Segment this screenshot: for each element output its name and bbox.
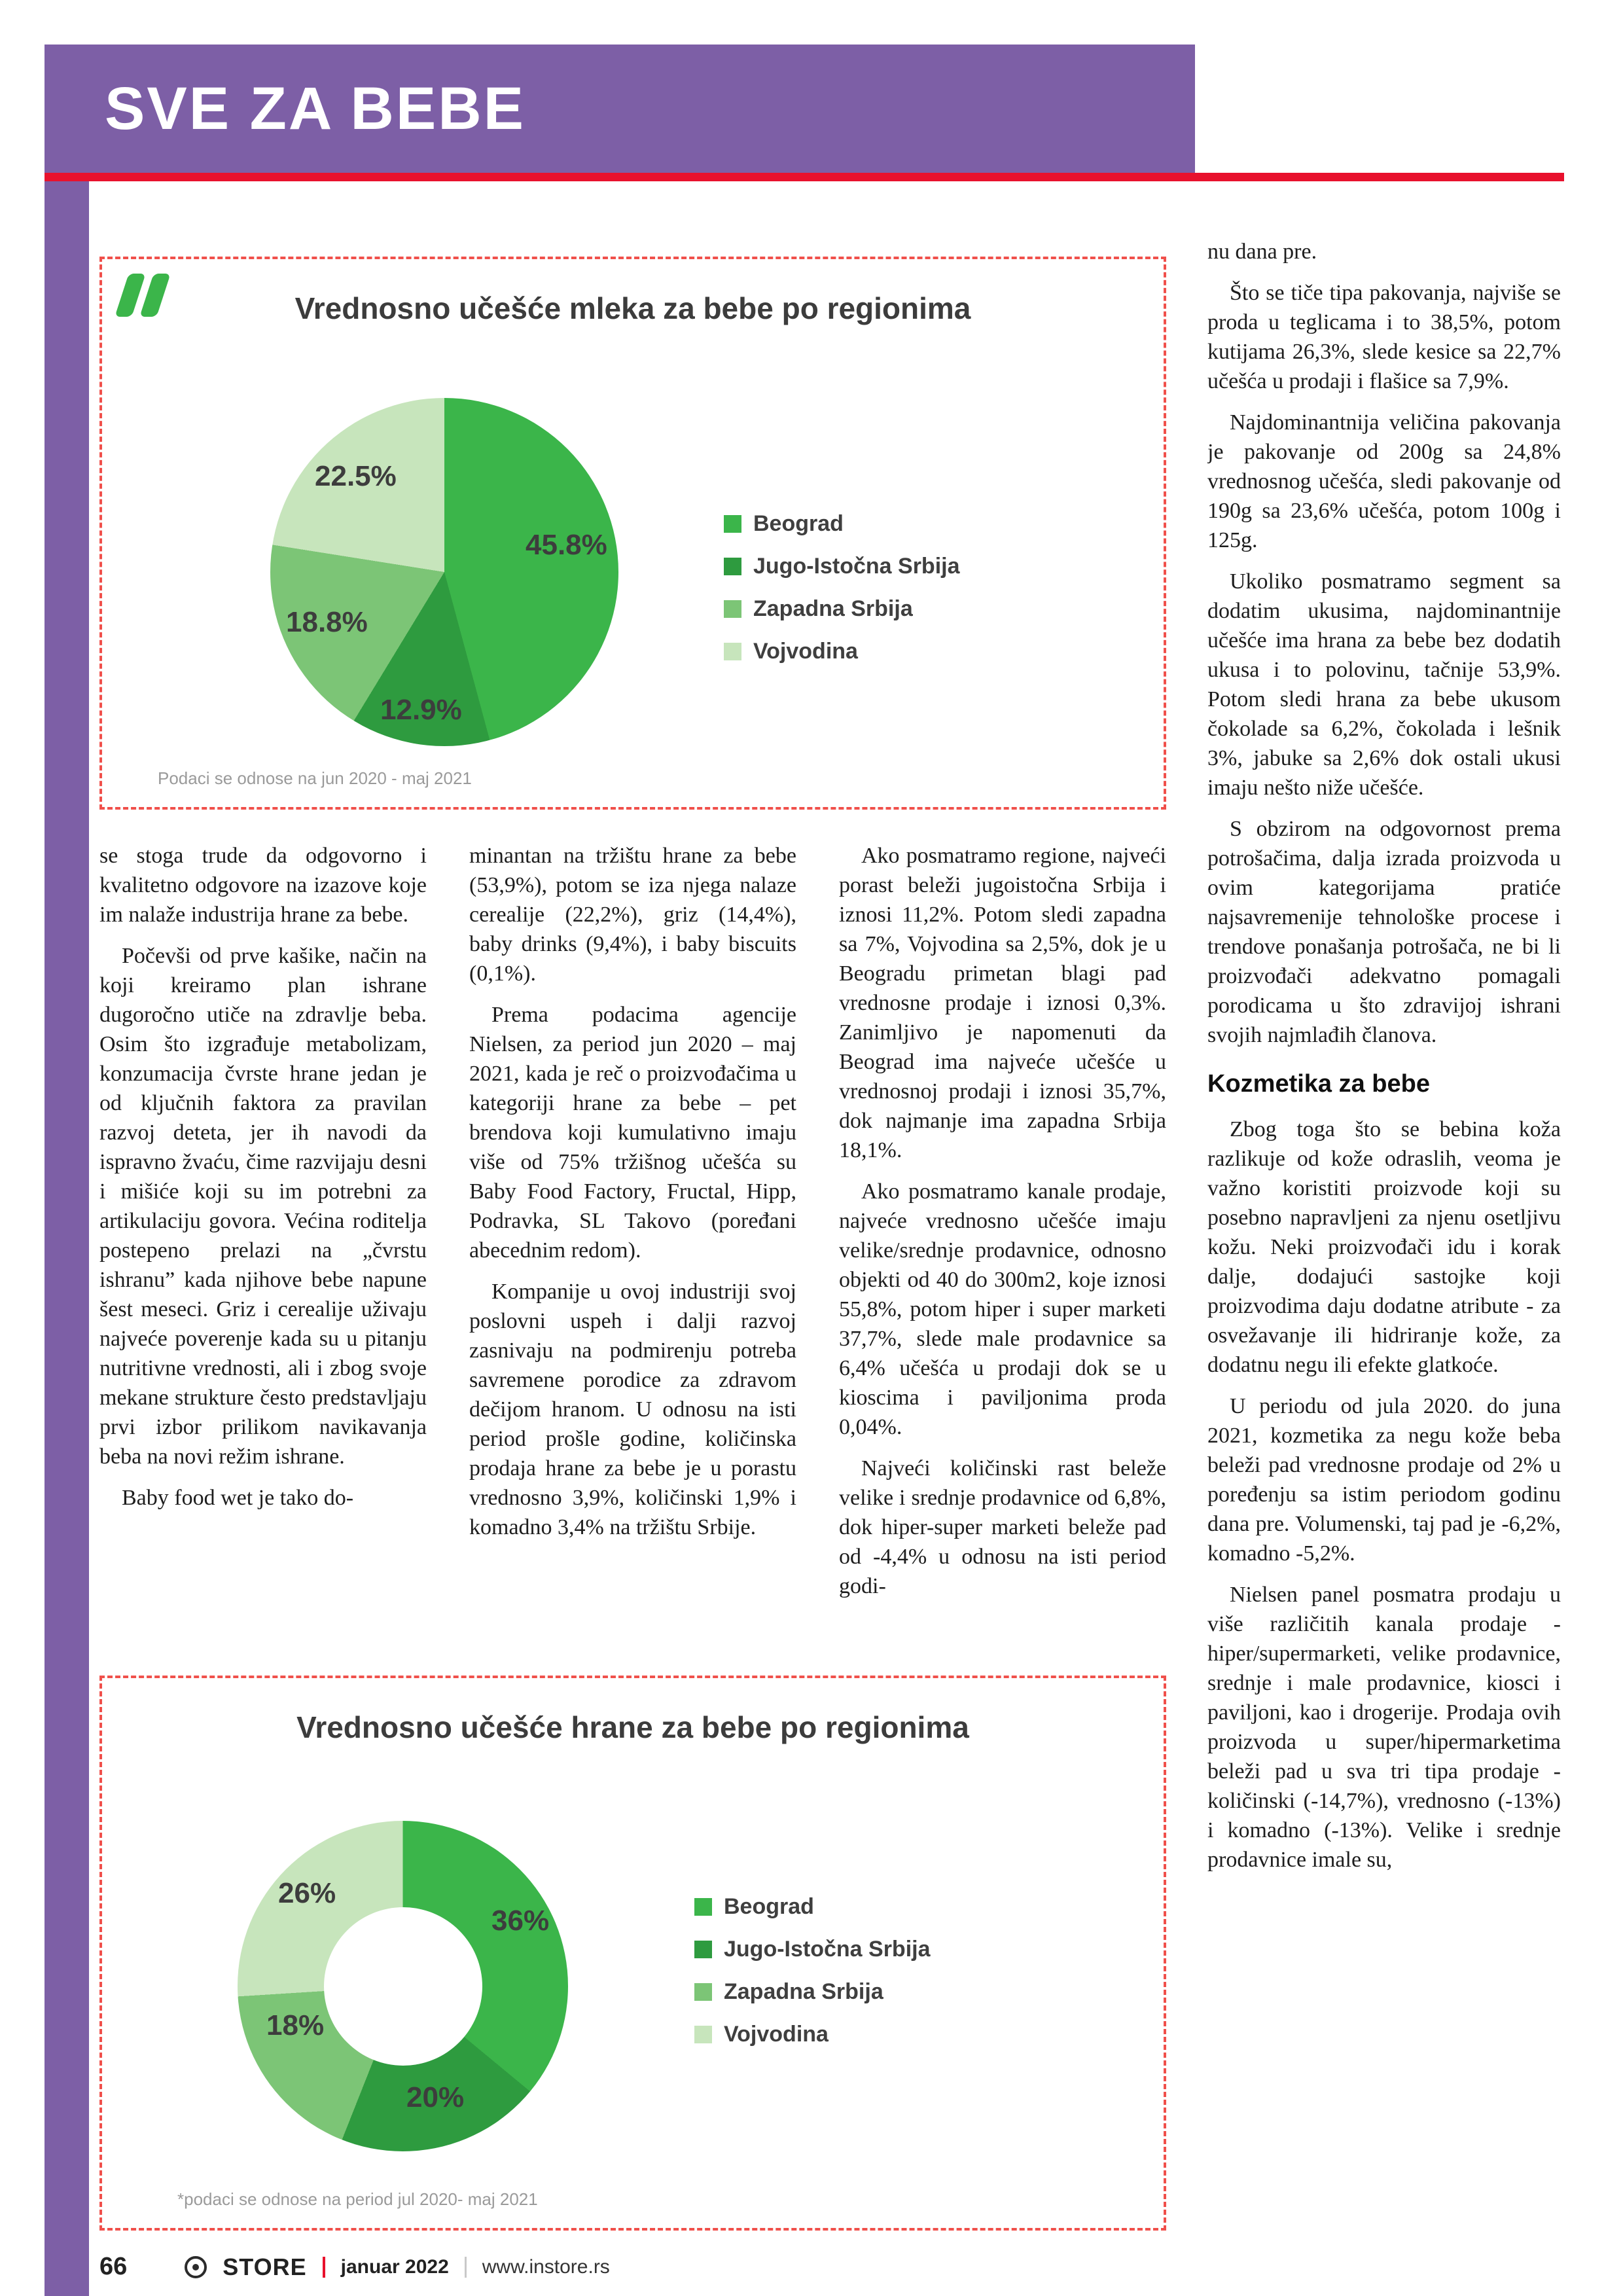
legend-swatch [724, 515, 741, 533]
slice-label-zapadna-srbija: 18.8% [286, 606, 368, 638]
legend-item-vojvodina [724, 639, 960, 664]
website-url: www.instore.rs [482, 2255, 610, 2278]
legend-label: Beograd [753, 511, 844, 536]
paragraph: Nielsen panel posmatra prodaju u više različitih kanala prodaje - hiper/supermarketi, velike prodavnice, srednje i male prodavnice, kiosci i paviljoni, kao i drogerije. Prodaja ovih proizvoda u super/hipermarketima beleži pad u sva tri tipa prodaje - količinski (-14,7%), vrednosno (-13%) i komadno (-13%). Velike i srednje prodavnice imale su, [1207, 1583, 1561, 1872]
text-column-3 [839, 841, 1166, 1669]
legend-label: Vojvodina [753, 639, 858, 664]
chart-note: *podaci se odnose na period jul 2020- maj 2021 [177, 2189, 538, 2209]
legend-swatch [724, 558, 741, 575]
left-accent-bar [45, 45, 89, 2296]
slice-label-zapadna-srbija: 18% [266, 2009, 325, 2041]
paragraph: Ako posmatramo regione, najveći porast beleži jugoistočna Srbija i iznosi 11,2%. Potom sledi zapadna sa 7%, Vojvodina sa 2,5%, dok je u Beogradu primetan blagi pad vrednosne prodaje i iznosi 0,3%. Zanimljivo je napomenuti da Beograd ima najveće učešće u vrednosnoj prodaji i iznosi 35,7%, dok najmanje ima zapadna Srbija 18,1%. [839, 844, 1166, 1162]
issue-date: januar 2022 [340, 2255, 449, 2278]
text-column-1 [99, 841, 427, 1669]
legend-item-jugoistocna-srbija [724, 554, 960, 579]
paragraph: Počevši od prve kašike, način na koji kreiramo plan ishrane dugoročno utiče na zdravlje beba. Osim što izgrađuje metabolizam, konzumacija čvrste hrane jedan je od ključnih faktora za pravilan razvoj deteta, jer ih navodi da ispravno žvaću, čime razvijaju desni i mišiće koji su im potrebni za artikulaciju govora. Većina roditelja postepeno prelazi na „čvrstu ishranu” kada njihove bebe napune šest meseci. Griz i cerealije uživaju najveće poverenje kada su u pitanju nutritivne vrednosti, ali i zbog svoje mekane strukture često predstavljaju prvi izbor prilikom navikavanja beba na novi režim ishrane. [99, 944, 427, 1469]
chart-title: Vrednosno učešće mleka za bebe po regionima [294, 291, 971, 325]
legend-item-beograd [724, 511, 960, 537]
legend-swatch [694, 1898, 712, 1916]
paragraph: Prema podacima agencije Nielsen, za period jun 2020 – maj 2021, kada je reč o proizvođačima u kategoriji hrane za bebe – pet brendova koji kumulativno imaju više od 75% tržišnog učešća su Baby Food Factory, Fructal, Hipp, Podravka, SL Takovo (poređani abecednim redom). [469, 1003, 796, 1263]
legend-item-jugoistocna-srbija [694, 1937, 931, 1962]
page-title: SVE ZA BEBE [105, 75, 526, 142]
chart-note: Podaci se odnose na jun 2020 - maj 2021 [158, 768, 472, 788]
paragraph: Ukoliko posmatramo segment sa dodatim ukusima, najdominantnije učešće ima hrana za bebe bez dodatih ukusa i to polovinu, tačnije 53,9%. Potom sledi hrana za bebe ukusom čokolade sa 6,2%, čokolada i lešnik 3%, jabuke sa 2,6% dok ostali ukusi imaju nešto niže učešće. [1207, 569, 1561, 800]
paragraph: Najdominantnija veličina pakovanja je pakovanje od 200g sa 24,8% vrednosnog učešća, sledi pakovanje od 190g sa 23,6% učešća, potom 100g i 125g. [1207, 410, 1561, 552]
legend-swatch [724, 600, 741, 618]
paragraph: Najveći količinski rast beleže velike i srednje prodavnice od 6,8%, dok hiper-super marketi beleže pad od -4,4% u odnosu na isti period godi- [839, 1456, 1166, 1598]
chart-box-milk-regions [99, 257, 1166, 810]
slice-label-beograd: 36% [491, 1905, 550, 1937]
slice-label-jugoistocna-srbija: 12.9% [380, 694, 462, 726]
footer-separator [323, 2257, 325, 2278]
legend-label: Vojvodina [724, 2022, 829, 2047]
slice-label-beograd: 45.8% [526, 529, 607, 561]
footer-separator [465, 2257, 467, 2278]
section-heading-kozmetika: Kozmetika za bebe [1207, 1070, 1430, 1098]
paragraph: minantan na tržištu hrane za bebe (53,9%), potom se iza njega nalaze cerealije (22,2%), griz (14,4%), baby drinks (9,4%), i baby biscuits (0,1%). [469, 844, 796, 986]
legend-swatch [694, 1941, 712, 1958]
instore-logo-icon [185, 2256, 207, 2278]
paragraph: nu dana pre. [1207, 240, 1317, 264]
paragraph: U periodu od jula 2020. do juna 2021, kozmetika za negu kože beba beleži pad vrednosne prodaje od 2% u poređenju sa istim periodom godinu dana pre. Volumenski, taj pad je -6,2%, komadno -5,2%. [1207, 1394, 1561, 1566]
chart-legend [694, 1894, 931, 2047]
legend-label: Jugo-Istočna Srbija [724, 1937, 931, 1962]
chart-legend [724, 511, 960, 664]
pie-chart-milk [270, 398, 618, 746]
legend-item-zapadna-srbija [694, 1979, 931, 2005]
paragraph: se stoga trude da odgovorno i kvalitetno odgovore na izazove koje im nalaže industrija hrane za bebe. [99, 844, 427, 927]
legend-label: Zapadna Srbija [753, 596, 913, 621]
brand-name: STORE [223, 2253, 307, 2280]
paragraph: Zbog toga što se bebina koža razlikuje od kože odraslih, veoma je važno koristiti proizvode koji su posebno napravljeni za njenu osetljivu kožu. Neki proizvođači idu i korak dalje, dodajući sastojke koji proizvodima daju dodatne atribute - za osvežavanje ili hidriranje kože, za dodatnu negu ili efekte glatkoće. [1207, 1117, 1561, 1377]
header-underline [45, 173, 1564, 181]
legend-swatch [724, 643, 741, 660]
chart-title: Vrednosno učešće hrane za bebe po regionima [296, 1710, 969, 1744]
legend-label: Beograd [724, 1894, 814, 1919]
slice-label-vojvodina: 22.5% [315, 460, 397, 492]
text-column-right [1207, 237, 1561, 2248]
legend-label: Jugo-Istočna Srbija [753, 554, 960, 579]
paragraph: Baby food wet je tako do- [122, 1486, 354, 1510]
legend-swatch [694, 2026, 712, 2043]
legend-label: Zapadna Srbija [724, 1979, 883, 2004]
legend-item-beograd [694, 1894, 931, 1920]
donut-hole [324, 1907, 482, 2066]
slice-label-vojvodina: 26% [278, 1877, 336, 1909]
chart-box-food-regions [99, 1676, 1166, 2231]
legend-swatch [694, 1983, 712, 2001]
text-column-2 [469, 841, 796, 1669]
donut-chart-food [238, 1821, 568, 2151]
slice-label-jugoistocna-srbija: 20% [406, 2081, 465, 2113]
page-number: 66 [99, 2253, 128, 2280]
paragraph: Kompanije u ovoj industriji svoj poslovni uspeh i dalji razvoj zasnivaju na podmirenju potreba savremene porodice za zdravom dečijom hranom. U odnosu na isti period prošle godine, količinska prodaja hrane za bebe je u porastu vrednosno 3,9%, količinski 1,9% i komadno 3,4% na tržištu Srbije. [469, 1280, 796, 1539]
page-footer [99, 2253, 610, 2281]
legend-item-vojvodina [694, 2022, 931, 2047]
paragraph: Što se tiče tipa pakovanja, najviše se proda u teglicama i to 38,5%, potom kutijama 26,3%, slede kesice sa 22,7% učešća u prodaji i flašice sa 7,9%. [1207, 281, 1561, 393]
legend-item-zapadna-srbija [724, 596, 960, 622]
paragraph: S obzirom na odgovornost prema potrošačima, dalja izrada proizvoda u ovim kategorijama pratiće najsavremenije tehnološke procese i trendove ponašanja potrošača, ne bi li proizvođači adekvatno pomagali porodicama u što zdravijoj ishrani svojih najmlađih članova. [1207, 817, 1561, 1047]
page-header [45, 45, 1195, 173]
paragraph: Ako posmatramo kanale prodaje, najveće vrednosno učešće imaju velike/srednje prodavnice, odnosno objekti od 40 do 300m2, koje iznosi 55,8%, potom hiper i super marketi 37,7%, slede male prodavnice sa 6,4% učešća u prodaji dok se u kioscima i paviljonima proda 0,04%. [839, 1179, 1166, 1439]
